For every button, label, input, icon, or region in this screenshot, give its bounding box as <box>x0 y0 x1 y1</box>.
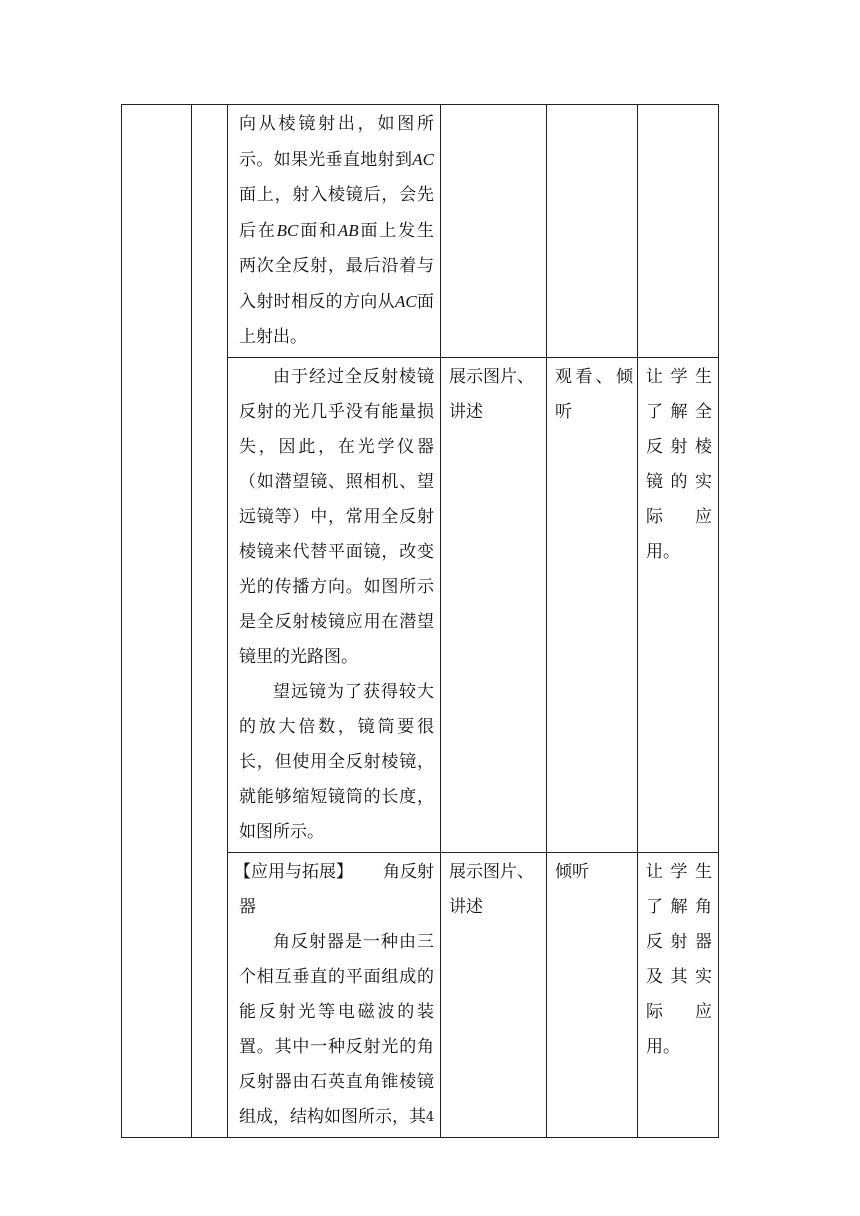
content-cell <box>228 853 441 1138</box>
step-cell <box>192 105 228 1138</box>
student-activity-cell <box>547 358 638 853</box>
design-intent-line: 让学生 <box>646 862 712 882</box>
design-intent-line: 反射棱 <box>646 437 712 457</box>
section-heading-wrap: 器 <box>239 897 256 917</box>
content-paragraph: 由于经过全反射棱镜反射的光几乎没有能量损失，因此，在光学仪器（如潜望镜、照相机、望远镜等）中，常用全反射棱镜来代替平面镜，改变光的传播方向。如图所示是全反射棱镜应用在潜望镜里的光路图。 <box>239 367 434 667</box>
heading-tail: 角反射 <box>383 862 434 882</box>
design-intent-cell <box>638 853 719 1138</box>
teacher-activity: 展示图片、讲述 <box>449 367 534 422</box>
design-intent-line: 际应用。 <box>646 507 712 562</box>
page-number: 4 <box>425 1110 435 1125</box>
teacher-activity-cell <box>441 358 547 853</box>
content-paragraph: 望远镜为了获得较大的放大倍数，镜筒要很长，但使用全反射棱镜，就能够缩短镜筒的长度，如图所示。 <box>239 682 434 842</box>
design-intent-line: 了解全 <box>646 402 712 422</box>
design-intent <box>638 358 718 572</box>
design-intent-line: 让学生 <box>646 367 712 387</box>
student-activity: 倾听 <box>555 862 589 882</box>
heading-label: 【应用与拓展】 <box>234 862 353 882</box>
design-intent-line: 及其实 <box>646 967 712 987</box>
lesson-plan-table <box>121 104 719 1138</box>
content-cell <box>228 105 441 358</box>
teacher-activity-cell <box>441 853 547 1138</box>
content-text <box>228 358 440 852</box>
stage-cell <box>122 105 192 1138</box>
design-intent <box>638 853 718 1067</box>
design-intent-cell <box>638 358 719 853</box>
content-paragraph: 角反射器是一种由三个相互垂直的平面组成的能反射光等电磁波的装置。其中一种反射光的角反射器由石英直角锥棱镜组成，结构如图所示，其 <box>239 932 434 1127</box>
table-row <box>122 105 719 358</box>
student-activity-cell <box>547 105 638 358</box>
content-text <box>228 853 440 1137</box>
design-intent-line: 了解角 <box>646 897 712 917</box>
section-heading <box>234 855 434 890</box>
teacher-activity-cell <box>441 105 547 358</box>
content-text <box>228 105 440 357</box>
content-paragraph: 向从棱镜射出，如图所示。如果光垂直地射到AC面上，射入棱镜后，会先后在BC面和AB面上发生两次全反射，最后沿着与入射时相反的方向从AC面上射出。 <box>239 114 435 347</box>
content-cell <box>228 358 441 853</box>
teacher-activity: 展示图片、讲述 <box>449 862 534 917</box>
design-intent-cell <box>638 105 719 358</box>
design-intent-line: 际应用。 <box>646 1002 712 1057</box>
student-activity-cell <box>547 853 638 1138</box>
student-activity: 观看、倾听 <box>555 367 633 422</box>
design-intent-line: 镜的实 <box>646 472 712 492</box>
design-intent-line: 反射器 <box>646 932 712 952</box>
